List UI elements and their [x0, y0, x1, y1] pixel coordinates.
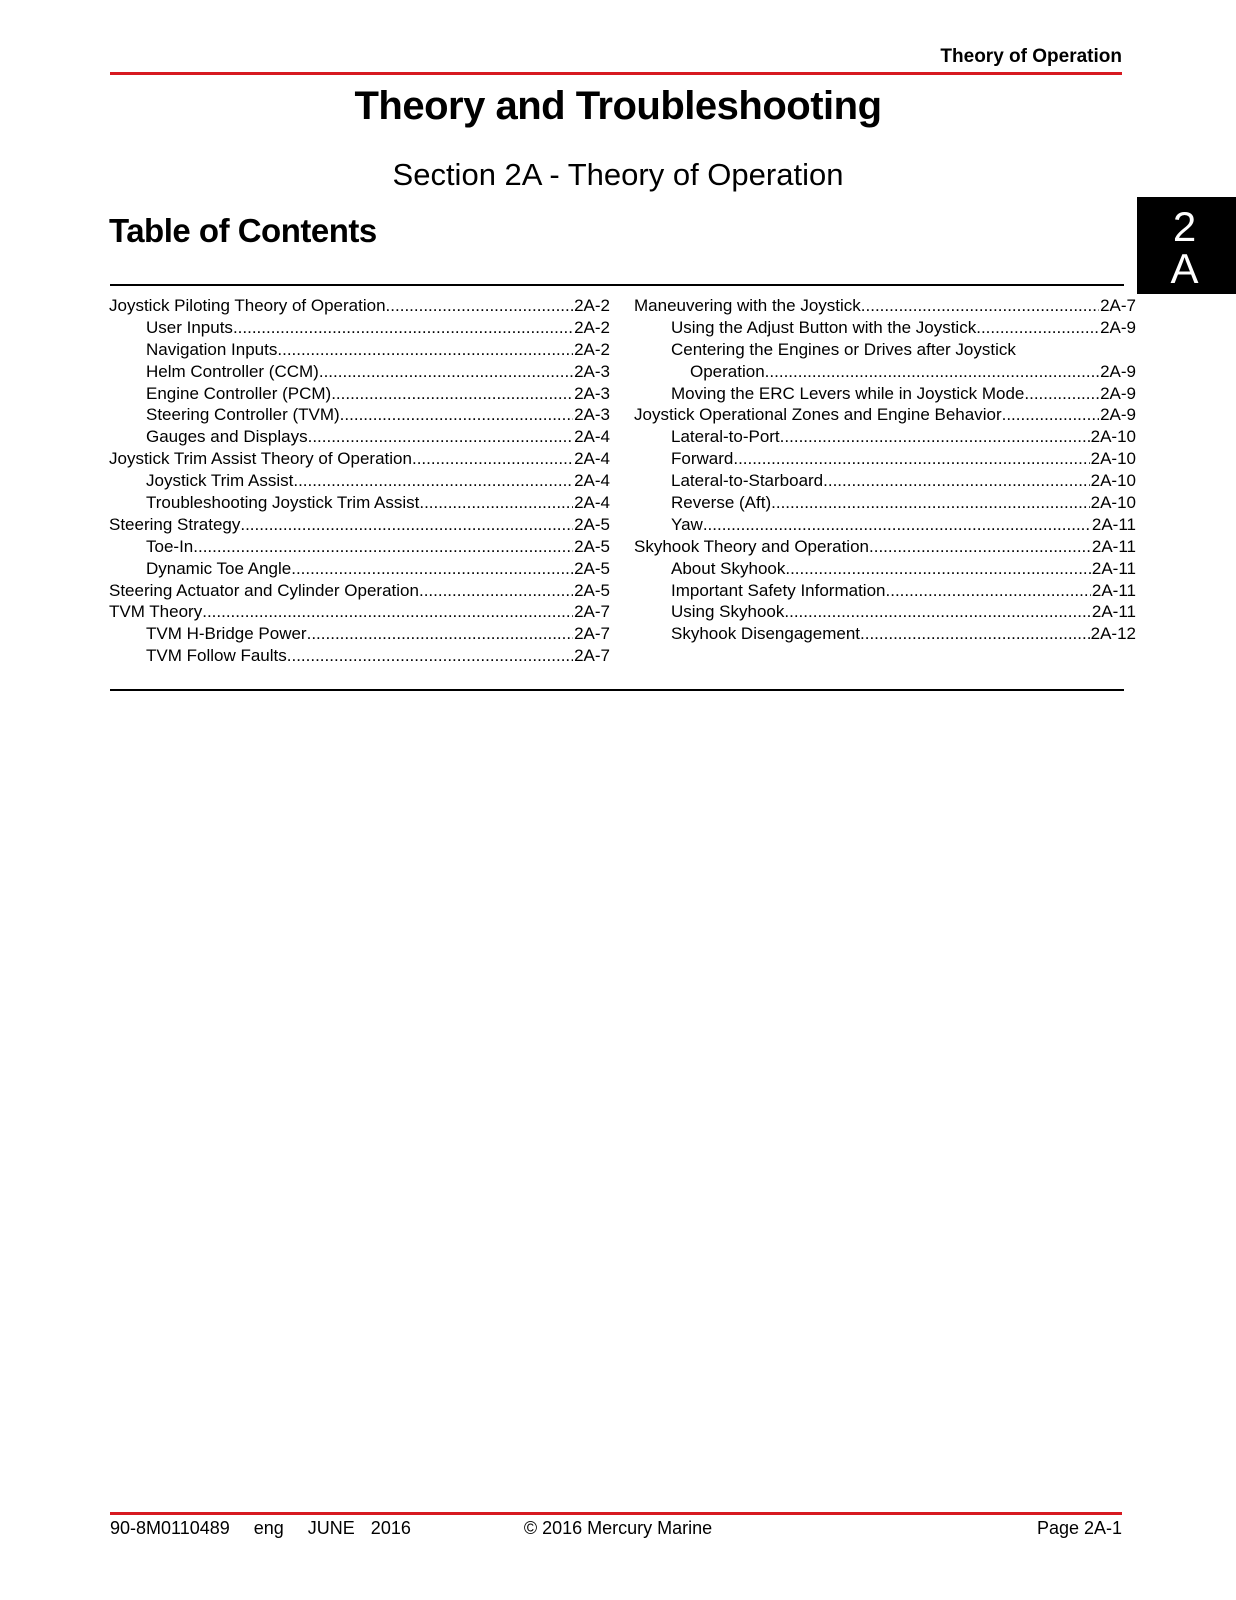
- toc-entry-page: 2A-7: [574, 624, 610, 644]
- toc-entry-title: Gauges and Displays: [146, 427, 308, 447]
- toc-dot-leader: [703, 514, 1091, 536]
- toc-entry-page: 2A-2: [574, 317, 610, 337]
- toc-entry-page: 2A-7: [574, 646, 610, 666]
- toc-entry-page: 2A-11: [1091, 514, 1136, 534]
- toc-entry[interactable]: [634, 558, 1136, 580]
- toc-entry-title: Skyhook Theory and Operation: [634, 536, 869, 556]
- toc-entry-title: Navigation Inputs: [146, 339, 278, 359]
- section-tab: [1137, 197, 1236, 294]
- toc-entry[interactable]: [634, 514, 1136, 536]
- toc-dot-leader: [307, 623, 573, 645]
- toc-entry[interactable]: [109, 426, 610, 448]
- toc-entry-title: Joystick Operational Zones and Engine Behavior: [634, 405, 1002, 425]
- toc-entry[interactable]: [634, 383, 1136, 405]
- footer-copyright: © 2016 Mercury Marine: [523, 1518, 713, 1538]
- toc-dot-leader: [784, 601, 1091, 623]
- toc-entry-title: Operation: [690, 361, 765, 381]
- toc-entry-title: Important Safety Information: [671, 580, 886, 600]
- toc-entry-page: 2A-2: [574, 296, 610, 315]
- toc-entry-title: Toe-In: [146, 536, 194, 556]
- toc-dot-leader: [785, 558, 1091, 580]
- toc-entry[interactable]: [634, 426, 1136, 448]
- toc-entry[interactable]: [109, 339, 610, 361]
- toc-entry[interactable]: [634, 623, 1136, 645]
- toc-entry[interactable]: [109, 361, 610, 383]
- toc-entry-page: 2A-9: [1100, 361, 1136, 381]
- toc-entry-page: 2A-5: [574, 558, 610, 578]
- toc-entry-title: Centering the Engines or Drives after Joystick: [671, 339, 1016, 359]
- toc-entry-page: 2A-9: [1100, 383, 1136, 403]
- toc-dot-leader: [193, 536, 573, 558]
- toc-dot-leader: [331, 383, 573, 405]
- toc-dot-leader: [860, 623, 1090, 645]
- toc-entry-page: 2A-10: [1090, 493, 1136, 513]
- toc-dot-leader: [291, 558, 573, 580]
- toc-entry-title: Moving the ERC Levers while in Joystick Mode: [671, 383, 1025, 403]
- toc-heading: Table of Contents: [109, 212, 377, 249]
- toc-entry-title: Maneuvering with the Joystick: [634, 296, 861, 315]
- toc-entry[interactable]: [634, 295, 1136, 317]
- toc-entry[interactable]: [634, 536, 1136, 558]
- toc-entry-page: 2A-7: [1100, 296, 1136, 315]
- toc-entry[interactable]: [109, 645, 610, 667]
- toc-entry-page: 2A-5: [574, 514, 610, 534]
- toc-dot-leader: [823, 470, 1089, 492]
- toc-entry-page: 2A-3: [574, 405, 610, 425]
- toc-entry[interactable]: [109, 383, 610, 405]
- toc-entry-page: 2A-11: [1091, 602, 1136, 622]
- toc-entry[interactable]: [109, 558, 610, 580]
- section-tab-letter: A: [1170, 245, 1199, 292]
- toc-dot-leader: [233, 317, 573, 339]
- header-rule: [110, 72, 1122, 75]
- footer-doc-id: 90-8M0110489 eng JUNE 2016: [110, 1518, 411, 1538]
- toc-entry-title: Skyhook Disengagement: [671, 624, 861, 644]
- page-title: Theory and Troubleshooting: [354, 84, 882, 128]
- section-title: Section 2A - Theory of Operation: [392, 157, 844, 192]
- toc-dot-leader: [765, 361, 1099, 383]
- toc-entry-page: 2A-2: [574, 339, 610, 359]
- toc-entry-title: Forward: [671, 449, 734, 469]
- toc-entry[interactable]: [634, 339, 1136, 361]
- toc-entry-title: Dynamic Toe Angle: [146, 558, 292, 578]
- toc-entry-title: Lateral-to-Starboard: [671, 471, 824, 491]
- toc-entry-page: 2A-10: [1090, 471, 1136, 491]
- toc-entry-page: 2A-5: [574, 536, 610, 556]
- toc-dot-leader: [240, 514, 573, 536]
- toc-entry[interactable]: [109, 448, 610, 470]
- toc-entry-page: 2A-3: [574, 361, 610, 381]
- running-header: Theory of Operation: [940, 46, 1122, 67]
- toc-entry-title: TVM H-Bridge Power: [146, 624, 307, 644]
- toc-entry-title: User Inputs: [146, 317, 233, 337]
- toc-top-rule: [110, 284, 1124, 286]
- toc-entry-page: 2A-4: [574, 449, 610, 469]
- toc-entry-page: 2A-9: [1100, 317, 1136, 337]
- toc-entry-page: 2A-4: [574, 493, 610, 513]
- toc-entry[interactable]: [634, 448, 1136, 470]
- toc-entry-title: Yaw: [671, 514, 703, 534]
- toc-dot-leader: [780, 426, 1090, 448]
- toc-entry[interactable]: [109, 536, 610, 558]
- toc-entry-title: TVM Theory: [109, 602, 203, 622]
- toc-entry[interactable]: [109, 404, 610, 426]
- toc-entry[interactable]: [109, 295, 610, 317]
- toc-entry-title: Joystick Trim Assist: [146, 471, 294, 491]
- toc-entry-title: Steering Actuator and Cylinder Operation: [109, 580, 419, 600]
- toc-dot-leader: [419, 580, 573, 602]
- toc-dot-leader: [277, 339, 573, 361]
- toc-entry-title: Lateral-to-Port: [671, 427, 780, 447]
- toc-dot-leader: [771, 492, 1089, 514]
- toc-dot-leader: [412, 448, 573, 470]
- toc-left-column: [109, 295, 610, 667]
- footer-page-number: Page 2A-1: [1036, 1518, 1122, 1538]
- toc-entry[interactable]: [109, 492, 610, 514]
- toc-entry-title: Joystick Trim Assist Theory of Operation: [109, 449, 412, 469]
- toc-entry[interactable]: [109, 623, 610, 645]
- toc-dot-leader: [386, 295, 574, 317]
- toc-entry[interactable]: [634, 317, 1136, 339]
- toc-entry-title: Engine Controller (PCM): [146, 383, 332, 403]
- toc-dot-leader: [861, 295, 1099, 317]
- toc-entry-title: Steering Strategy: [109, 514, 241, 534]
- toc-entry-page: 2A-10: [1090, 449, 1136, 469]
- toc-dot-leader: [319, 361, 573, 383]
- toc-dot-leader: [1024, 383, 1099, 405]
- toc-entry-page: 2A-7: [574, 602, 610, 622]
- toc-entry[interactable]: [634, 404, 1136, 426]
- toc-entry-page: 2A-4: [574, 471, 610, 491]
- toc-entry[interactable]: [634, 361, 1136, 383]
- toc-dot-leader: [340, 404, 573, 426]
- toc-entry-title: Reverse (Aft): [671, 493, 772, 513]
- toc-entry-page: 2A-5: [574, 580, 610, 600]
- toc-entry-page: 2A-11: [1091, 558, 1136, 578]
- toc-entry-page: 2A-11: [1091, 580, 1136, 600]
- toc-entry[interactable]: [109, 580, 610, 602]
- toc-entry[interactable]: [634, 580, 1136, 602]
- toc-entry-page: 2A-9: [1100, 405, 1136, 425]
- toc-entry[interactable]: [634, 601, 1136, 623]
- toc-dot-leader: [287, 645, 573, 667]
- toc-entry[interactable]: [634, 492, 1136, 514]
- toc-dot-leader: [886, 580, 1091, 602]
- toc-entry-title: Using the Adjust Button with the Joystick: [671, 317, 977, 337]
- section-tab-number: 2: [1172, 203, 1197, 250]
- toc-dot-leader: [976, 317, 1099, 339]
- footer-rule: [110, 1512, 1122, 1515]
- toc-right-column: [634, 295, 1136, 645]
- toc-entry[interactable]: [109, 601, 610, 623]
- toc-entry-title: Joystick Piloting Theory of Operation: [109, 296, 386, 315]
- toc-entry[interactable]: [109, 514, 610, 536]
- toc-entry[interactable]: [109, 470, 610, 492]
- toc-dot-leader: [733, 448, 1089, 470]
- toc-entry-page: 2A-10: [1090, 427, 1136, 447]
- toc-entry-title: Steering Controller (TVM): [146, 405, 340, 425]
- toc-dot-leader: [202, 601, 573, 623]
- toc-entry-page: 2A-12: [1090, 624, 1136, 644]
- toc-dot-leader: [308, 426, 573, 448]
- toc-entry-title: Helm Controller (CCM): [146, 361, 319, 381]
- toc-entry-page: 2A-11: [1091, 536, 1136, 556]
- toc-entry-page: 2A-3: [574, 383, 610, 403]
- toc-entry-title: About Skyhook: [671, 558, 786, 578]
- toc-entry-title: Using Skyhook: [671, 602, 785, 622]
- toc-entry-title: TVM Follow Faults: [146, 646, 287, 666]
- toc-dot-leader: [293, 470, 573, 492]
- toc-entry-title: Troubleshooting Joystick Trim Assist: [146, 493, 420, 513]
- toc-dot-leader: [1002, 404, 1099, 426]
- toc-dot-leader: [869, 536, 1091, 558]
- toc-entry[interactable]: [109, 317, 610, 339]
- toc-entry-page: 2A-4: [574, 427, 610, 447]
- toc-bottom-rule: [110, 689, 1124, 691]
- toc-dot-leader: [419, 492, 573, 514]
- toc-entry[interactable]: [634, 470, 1136, 492]
